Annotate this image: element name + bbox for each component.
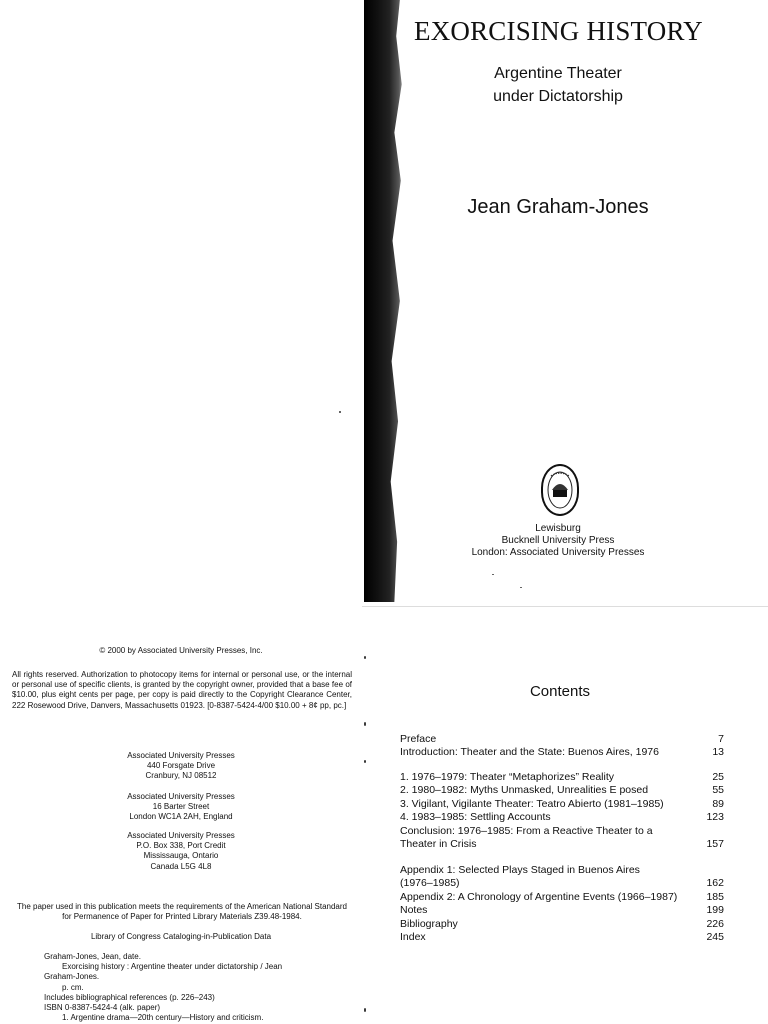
toc-entry-label: Appendix 2: A Chronology of Argentine Events (1966–1987)	[400, 890, 678, 903]
toc-entry-page: 245	[706, 931, 724, 944]
toc-entry-label: Bibliography	[400, 917, 458, 930]
address-line: 16 Barter Street	[152, 802, 210, 812]
toc-entry	[400, 771, 724, 784]
toc-entry-page: 13	[712, 746, 724, 759]
toc-entry-page: 226	[706, 917, 724, 930]
scan-speck	[364, 760, 366, 763]
scan-speck	[339, 411, 341, 413]
address-line: Associated University Presses	[127, 792, 235, 801]
toc-entry-label: 2. 1980–1982: Myths Unmasked, Unrealities E posed	[400, 784, 649, 797]
scan-speck	[364, 1008, 366, 1012]
toc-entry	[400, 733, 724, 746]
address-line: London WC1A 2AH, England	[129, 812, 233, 822]
cip-line: ISBN 0-8387-5424-4 (alk. paper)	[44, 1003, 161, 1013]
toc-group	[400, 733, 724, 760]
contents-heading: Contents	[529, 683, 591, 700]
address-line: P.O. Box 338, Port Credit	[136, 841, 226, 851]
toc-entry	[400, 825, 724, 852]
scan-speck	[492, 574, 494, 575]
blank-page	[0, 0, 362, 610]
toc-entry-label: 4. 1983–1985: Settling Accounts	[400, 811, 551, 824]
toc-entry	[400, 931, 724, 944]
toc-entry-page: 7	[718, 733, 724, 745]
toc-entry-label: Index	[400, 931, 426, 944]
toc-entry-label: Preface	[400, 733, 437, 745]
toc-entry-label: 3. Vigilant, Vigilante Theater: Teatro Abierto (1981–1985)	[400, 797, 664, 810]
cip-line: p. cm.	[62, 982, 84, 992]
subtitle-line: Argentine Theater	[494, 65, 622, 82]
address-line: Associated University Presses	[127, 831, 235, 840]
subtitle-line: under Dictatorship	[493, 88, 623, 105]
toc-entry-page: 25	[712, 771, 724, 783]
toc-group	[400, 771, 724, 851]
toc-entry	[400, 864, 724, 891]
press-seal-logo	[541, 464, 579, 516]
cip-line: Includes bibliographical references (p. 226–243)	[44, 992, 215, 1002]
cip-line: Exorcising history : Argentine theater under dictatorship / Jean	[62, 962, 283, 972]
toc-entry	[400, 811, 724, 824]
address-line: Mississauga, Ontario	[143, 851, 219, 861]
toc-entry	[400, 746, 724, 759]
imprint-line: Lewisburg	[535, 523, 581, 534]
address-line: 440 Forsgate Drive	[146, 761, 216, 771]
toc-entry-page: 199	[706, 904, 724, 917]
author-name: Jean Graham-Jones	[467, 196, 649, 218]
book-title: EXORCISING HISTORY	[414, 16, 703, 46]
address-line: Associated University Presses	[127, 751, 235, 760]
toc-entry-page: 55	[712, 784, 724, 797]
publisher-imprint	[440, 523, 676, 559]
toc-entry	[400, 798, 724, 811]
scan-speck	[364, 722, 366, 726]
address-block	[0, 792, 362, 823]
press-seal-icon	[543, 466, 577, 514]
cip-line: Graham-Jones, Jean, date.	[44, 952, 141, 961]
imprint-line: Bucknell University Press	[501, 535, 615, 546]
paper-permanence-note: The paper used in this publication meets the requirements of the American National Standard for Permanence of Paper for Printed Library Materials Z39.48-1984.	[17, 902, 347, 922]
toc-entry-page: 157	[706, 838, 724, 851]
toc-entry-label: Conclusion: 1976–1985: From a Reactive Theater to a Theater in Crisis	[400, 824, 653, 851]
toc-entry-label: Introduction: Theater and the State: Buenos Aires, 1976	[400, 746, 659, 759]
address-line: Cranbury, NJ 08512	[145, 771, 217, 781]
toc-entry-page: 185	[706, 890, 724, 903]
toc-entry-page: 89	[712, 797, 724, 810]
toc-entry	[400, 918, 724, 931]
toc-entry	[400, 891, 724, 904]
address-block	[0, 831, 362, 872]
copyright-line: © 2000 by Associated University Presses, Inc.	[99, 646, 263, 655]
cip-line: 1. Argentine drama—20th century—History and criticism.	[62, 1013, 264, 1023]
address-block	[0, 751, 362, 782]
address-line: Canada L5G 4L8	[150, 861, 212, 871]
cip-heading: Library of Congress Cataloging-in-Publication Data	[90, 932, 272, 941]
toc-entry-page: 123	[706, 811, 724, 824]
page-divider	[362, 606, 768, 607]
imprint-line: London: Associated University Presses	[471, 547, 645, 558]
cip-line: Graham-Jones.	[44, 972, 100, 982]
toc-entry-label: 1. 1976–1979: Theater “Metaphorizes” Reality	[400, 771, 615, 783]
rights-statement: All rights reserved. Authorization to photocopy items for internal or personal use, or the internal or personal use of specific clients, is granted by the copyright owner, provided that a base fee of $10.00, plus eight cents per page, per copy is paid directly to the Copyright Clearance Center, 222 Rosewood Drive, Danvers, Massachusetts 01923. [0-8387-5424-4/00 $10.00 + 8¢ pp, pc.]	[12, 670, 352, 710]
toc-entry	[400, 784, 724, 797]
toc-entry	[400, 904, 724, 917]
scan-speck	[520, 587, 522, 588]
toc-group	[400, 864, 724, 944]
book-subtitle	[440, 62, 676, 108]
toc-entry-page: 162	[706, 877, 724, 890]
toc-entry-label: Notes	[400, 904, 428, 917]
cip-record	[44, 952, 354, 1023]
scan-speck	[364, 656, 366, 659]
toc-entry-label: Appendix 1: Selected Plays Staged in Buenos Aires (1976–1985)	[400, 864, 640, 890]
